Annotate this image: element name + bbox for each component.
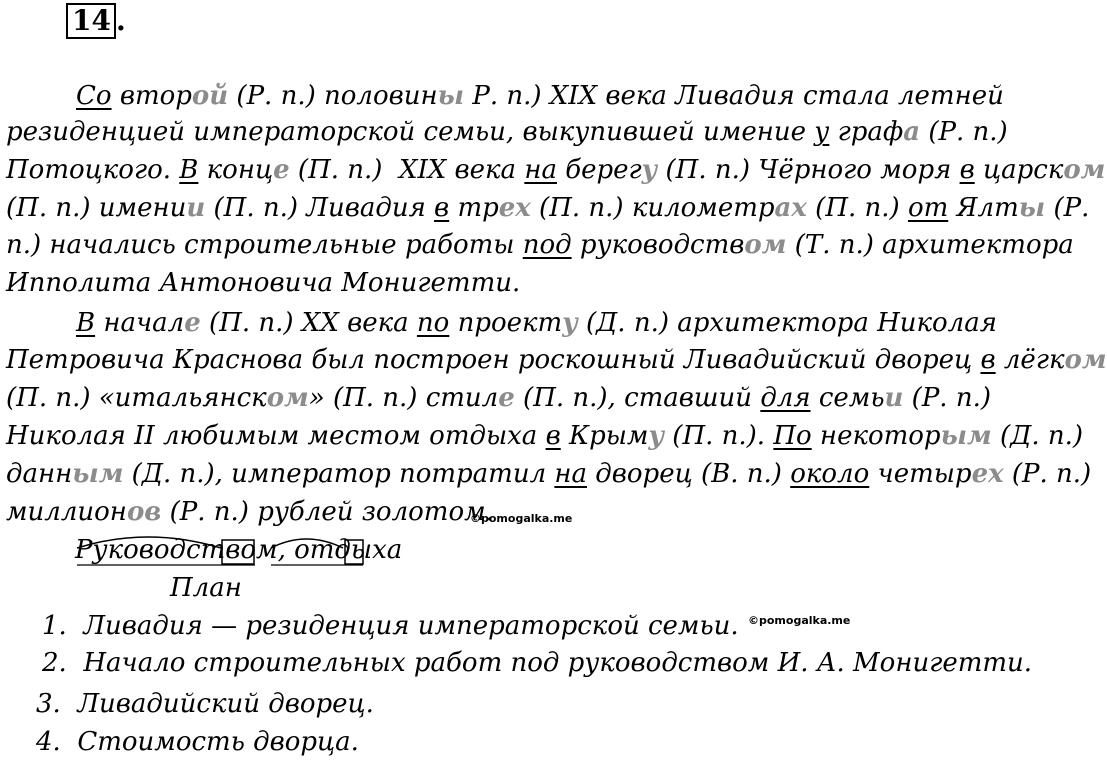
preposition: в xyxy=(434,193,450,223)
text-fragment: (Д. п.) xyxy=(991,421,1084,451)
text-fragment: резиденцией императорской семьи, выкупившей имение xyxy=(6,117,815,147)
morph-word-ending: а xyxy=(386,535,403,565)
text-line-2 xyxy=(6,114,1008,150)
word-ending: е xyxy=(498,383,515,413)
text-fragment: (Р. п.) рублей золотом. xyxy=(161,497,494,527)
text-fragment: (П. п.) XIX века xyxy=(289,155,525,185)
text-line-8 xyxy=(6,342,1107,378)
text-fragment: Николая II любимым местом отдыха xyxy=(6,421,546,451)
word-ending: ы xyxy=(437,81,465,111)
plan-item xyxy=(36,686,374,722)
word-ending: и xyxy=(884,383,904,413)
watermark: ©pomogalka.me xyxy=(748,614,851,627)
text-fragment: (Р. п.) xyxy=(903,383,991,413)
text-fragment: миллион xyxy=(6,497,127,527)
word-ending: ом xyxy=(266,383,309,413)
text-fragment: конц xyxy=(198,155,274,185)
text-line-3 xyxy=(6,152,1105,188)
text-fragment: (П. п.) XX века xyxy=(200,308,417,338)
text-fragment: (П. п.) Ливадия xyxy=(205,193,435,223)
text-fragment: лёгк xyxy=(995,345,1065,375)
word-ending: и xyxy=(186,193,206,223)
text-fragment: некотор xyxy=(811,421,941,451)
preposition: для xyxy=(760,383,811,413)
text-line-12 xyxy=(6,494,494,530)
word-ending: ах xyxy=(774,193,807,223)
text-line-9 xyxy=(6,380,991,416)
plan-item-text: Начало строительных работ под руководством И. А. Монигетти. xyxy=(83,648,1033,678)
text-fragment: (Р. п.) xyxy=(1003,459,1092,489)
text-line-11 xyxy=(6,456,1091,492)
text-line-7 xyxy=(76,305,997,341)
word-ending: ы xyxy=(1018,193,1046,223)
text-fragment: Ипполита Антоновича Монигетти. xyxy=(6,268,521,298)
preposition: По xyxy=(773,421,812,451)
text-line-4 xyxy=(6,190,1089,226)
text-fragment: (П. п.), ставший xyxy=(514,383,761,413)
word-ending: у xyxy=(562,308,578,338)
preposition: в xyxy=(980,345,996,375)
morph-word-ending: ом xyxy=(240,535,278,565)
preposition: в xyxy=(545,421,561,451)
watermark: ©pomogalka.me xyxy=(470,512,573,525)
preposition: около xyxy=(790,459,870,489)
text-fragment: дворец (В. п.) xyxy=(587,459,791,489)
word-ending: у xyxy=(648,421,665,451)
plan-item-text: Ливадийский дворец. xyxy=(77,689,374,719)
preposition: В xyxy=(76,308,96,338)
text-fragment: (Р. п.) половин xyxy=(228,81,438,111)
ending-box xyxy=(345,540,363,564)
text-fragment: (Д. п.), император потратил xyxy=(123,459,555,489)
text-fragment: » (П. п.) стил xyxy=(308,383,499,413)
text-fragment: Р. п.) XIX века Ливадия стала летней xyxy=(464,81,1004,111)
text-fragment: Потоцкого. xyxy=(6,155,180,185)
task-number-box: 14 xyxy=(66,3,116,39)
morpheme-marks xyxy=(75,532,375,572)
preposition: на xyxy=(524,155,557,185)
word-ending: у xyxy=(641,155,658,185)
word-ending: ом xyxy=(1063,155,1106,185)
preposition: под xyxy=(522,230,572,260)
text-fragment: (П. п.) Чёрного моря xyxy=(657,155,960,185)
text-fragment: Петровича Краснова был построен роскошный Ливадийский дворец xyxy=(6,345,981,375)
text-fragment: Крым xyxy=(560,421,649,451)
word-ending: ех xyxy=(971,459,1004,489)
text-fragment: (П. п.) «итальянск xyxy=(6,383,267,413)
plan-title: План xyxy=(170,573,242,603)
text-fragment: (Р. xyxy=(1045,193,1090,223)
word-ending: ов xyxy=(126,497,162,527)
preposition: В xyxy=(179,155,199,185)
word-ending: ым xyxy=(940,421,992,451)
text-fragment: втор xyxy=(119,81,192,111)
text-line-1 xyxy=(76,78,1004,114)
preposition: у xyxy=(814,117,830,147)
text-fragment: п.) начались строительные работы xyxy=(6,230,523,260)
plan-item-text: Стоимость дворца. xyxy=(77,727,359,757)
morph-word-stem: отдых xyxy=(294,535,387,565)
plan-item-text: Ливадия — резиденция императорской семьи. xyxy=(83,611,739,641)
plan-item-number: 3. xyxy=(36,689,61,719)
text-fragment: (П. п.) имени xyxy=(6,193,187,223)
word-ending: е xyxy=(184,308,201,338)
text-fragment: проект xyxy=(449,308,563,338)
text-fragment: царск xyxy=(974,155,1064,185)
task-number-dot: . xyxy=(115,4,126,37)
word-ending: ом xyxy=(1064,345,1107,375)
word-ending: е xyxy=(273,155,290,185)
text-fragment: руководств xyxy=(571,230,745,260)
text-fragment: Ялт xyxy=(948,193,1019,223)
text-line-6 xyxy=(6,265,520,301)
text-fragment: (Д. п.) архитектора Николая xyxy=(577,308,997,338)
plan-item xyxy=(42,608,739,644)
preposition: Со xyxy=(76,81,112,111)
plan-item xyxy=(42,645,1032,681)
text-fragment: тр xyxy=(449,193,499,223)
preposition: от xyxy=(907,193,949,223)
word-ending: ой xyxy=(191,81,229,111)
preposition: на xyxy=(554,459,588,489)
plan-item-number: 2. xyxy=(42,648,67,678)
preposition: по xyxy=(416,308,450,338)
morph-comma: , xyxy=(277,535,286,565)
text-fragment: данн xyxy=(6,459,73,489)
morph-word-stem: Руководств xyxy=(75,535,241,565)
ending-box xyxy=(222,540,254,564)
text-fragment: (Т. п.) архитектора xyxy=(786,230,1074,260)
text-fragment: семь xyxy=(810,383,885,413)
word-ending: ым xyxy=(72,459,124,489)
text-fragment xyxy=(112,81,120,111)
text-fragment: (Р. п.) xyxy=(920,117,1008,147)
preposition: в xyxy=(959,155,975,185)
morpheme-analysis xyxy=(75,532,402,568)
root-arc xyxy=(271,539,343,548)
word-ending: ех xyxy=(498,193,531,223)
text-fragment: (П. п.) xyxy=(806,193,908,223)
text-fragment: начал xyxy=(95,308,185,338)
text-fragment: берег xyxy=(556,155,642,185)
plan-item xyxy=(36,724,359,760)
text-fragment: (П. п.) километр xyxy=(530,193,775,223)
plan-item-number: 4. xyxy=(36,727,61,757)
text-line-10 xyxy=(6,418,1083,454)
text-fragment: граф xyxy=(829,117,904,147)
root-arc xyxy=(77,537,221,548)
text-fragment: четыр xyxy=(869,459,972,489)
text-fragment: (П. п.). xyxy=(664,421,774,451)
text-line-5 xyxy=(6,227,1074,263)
word-ending: а xyxy=(903,117,921,147)
plan-item-number: 1. xyxy=(42,611,67,641)
word-ending: ом xyxy=(744,230,787,260)
task-number xyxy=(66,3,126,39)
